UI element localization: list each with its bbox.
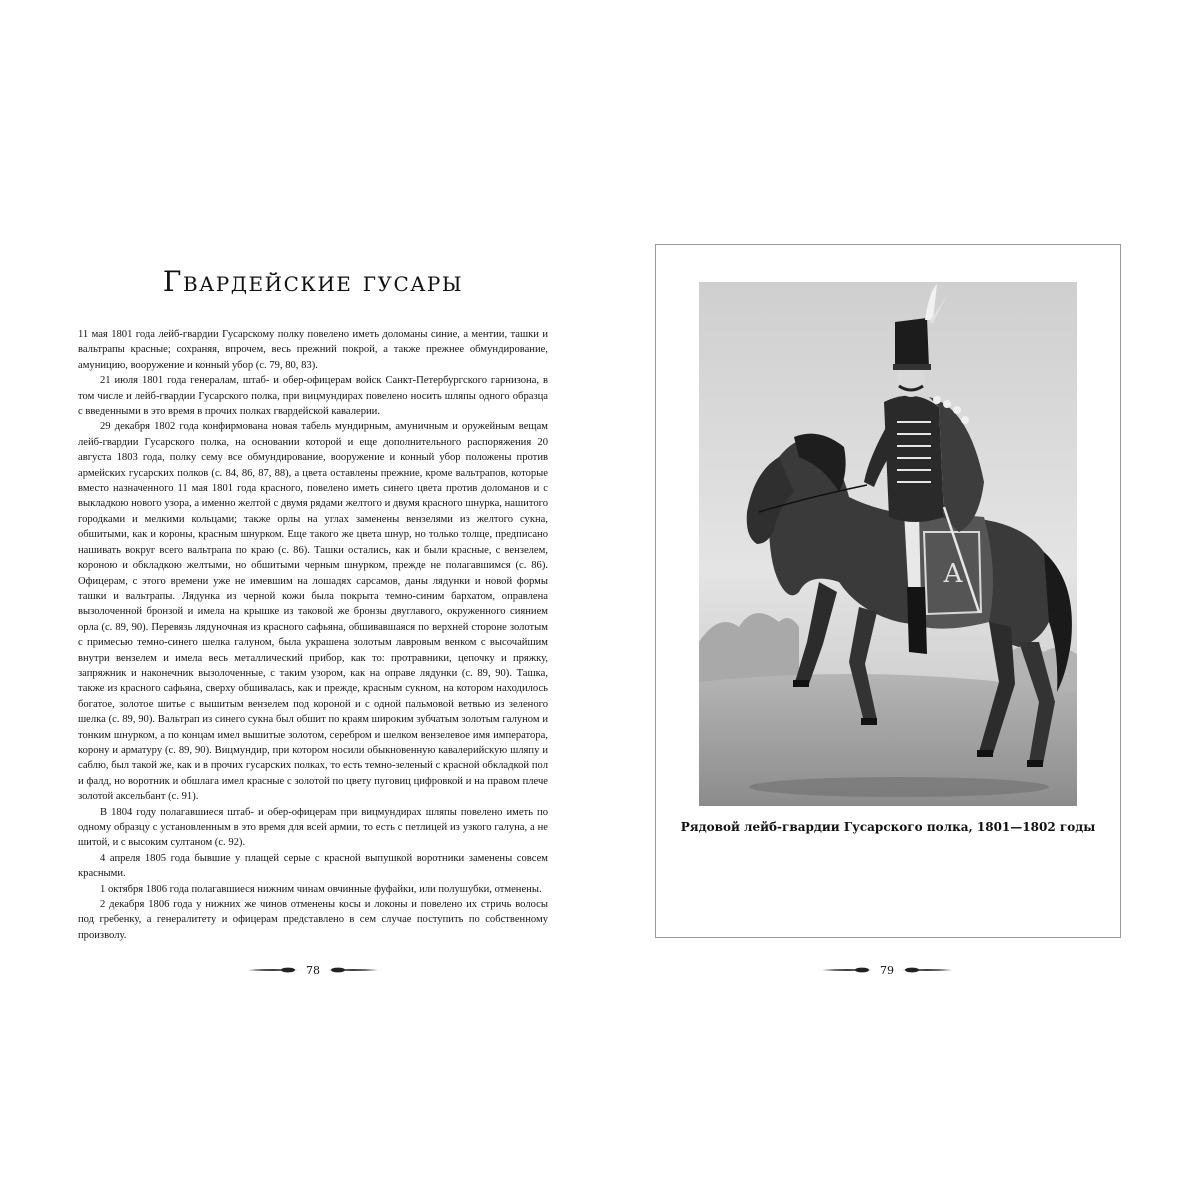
paragraph: В 1804 году полагавшиеся штаб- и обер-офицерам при вицмундирах шляпы повелено иметь по одному образцу с установленным в это время для всей армии, то есть с петлицей из узкого галуна, а не шитой, и с высоким султаном (с. 92). (78, 806, 548, 849)
folio-ornament-left-icon (248, 965, 298, 975)
folio-ornament-right-icon (902, 965, 952, 975)
paragraph: 1 октября 1806 года полагавшиеся нижним чинам овчинные фуфайки, или полушубки, отменены. (100, 883, 542, 895)
svg-text:A: A (943, 559, 963, 589)
page-number-left (248, 962, 378, 978)
paragraph: 29 декабря 1802 года конфирмована новая табель мундирным, амуничным и оружейным вещам лейб-гвардии Гусарского полка, на основании которой и еще дополнительного распоряжения 20 августа 1803 года, полку сему все обмундирование, вооружение и конный убор положены против армейских гусарских полков (с. 84, 86, 87, 88), а цвета оставлены прежние, кроме вальтрапов, которые вместо назначенного 11 мая 1801 года красного, повелено иметь синего цвета против доломанов и с выкладкою нового узора, а именно желтой с двумя рядами желтого и двумя красного шнурка, нашитого городками и мелкими кольцами; также орлы на углах заменены вензелями из желтого сукна, обшитыми, как и короны, красным шнурком. Еще такого же цвета шнур, но только толще, предписано нашивать вокруг всего вальтрапа по краю (с. 86). Ташки остались, как и были красные, с вензелем, короною и обкладкою желтыми, но обшитыми черным шнурком, прежде не полагавшимся (с. 86). Офицерам, с этого времени уже не имевшим на лошадях сарсамов, даны лядунки и новой формы ташки и вальтрапы. Лядунка из черной кожи была покрыта темно-синим бархатом, оправлена вызолоченной бронзой и имела на крышке из таковой же бронзы двуглавого, окруженного сиянием орла (с. 89, 90). Перевязь лядуночная из красного сафьяна, обшивавшаяся по верхней стороне золотым с примесью темно-синего шелка галуном, была украшена золотым лавровым венком с высочайшим внутри вензелем и имела весь металлический прибор, как то: протравники, цепочку и пряжку, запряжник и наконечник вызолоченные, с таким узором, как на оправе лядунки (с. 89, 90). Ташка, также из красного сафьяна, сверху обшивалась, как и прежде, красным сукном, на котором находилось богатое, золотое шитье с вышитым вензелем под короной и с одной пальмовой ветвью из зеленого шелка (с. 89, 90). Вальтрап из синего сукна был обшит по краям широким зубчатым золотым галуном и тонким шнурком, а по концам имел вышитые золотом, серебром и шелком вензелевое имя императора, корону и арматуру (с. 89, 90). Вицмундир, при котором носили обыкновенную кавалерийскую шляпу и саблю, был такой же, как и в прочих гусарских полках, то есть темно-зеленый с красной обкладкой пол и фалд, но воротник и обшлага имел красные с золотой по цвету пуговиц цифровкой и на правом плече золотой аксельбант (с. 91). (78, 421, 548, 803)
illustration-caption: Рядовой лейб-гвардии Гусарского полка, 1801—1802 годы (680, 820, 1096, 834)
illustration-frame (655, 244, 1121, 938)
left-page (78, 255, 548, 985)
folio-ornament-right-icon (328, 965, 378, 975)
page-number-right (822, 962, 952, 978)
paragraph: 2 декабря 1806 года у нижних же чинов отменены косы и локоны и повелено их стричь волосы под гребенку, а генералитету и офицерам представлено в сем случае поступить по собственному произволу. (78, 899, 548, 941)
paragraph: 21 июля 1801 года генералам, штаб- и обер-офицерам войск Санкт-Петербургского гарнизона, в том числе и лейб-гвардии Гусарского полка, при вицмундирах повелено носить шляпы одного образца с введенными в это время в прочих полках гвардейской кавалерии. (78, 375, 548, 418)
hussar-illustration (699, 282, 1077, 806)
page-number: 78 (306, 963, 320, 977)
folio-ornament-left-icon (822, 965, 872, 975)
page-number: 79 (880, 963, 894, 977)
paragraph: 11 мая 1801 года лейб-гвардии Гусарскому полку повелено иметь доломаны синие, а ментии, ташки и вальтрапы красные; сохраняя, впрочем, весь прежний покрой, а также прежнее обмундирование, амуницию, вооружение и конный убор (с. 79, 80, 83). (78, 329, 548, 371)
chapter-title: Гвардейские гусары (162, 265, 464, 298)
body-text (78, 327, 548, 943)
engraving-hussar-on-horse-icon (699, 282, 1077, 806)
paragraph: 4 апреля 1805 года бывшие у плащей серые с красной выпушкой воротники заменены совсем красными. (78, 852, 548, 880)
